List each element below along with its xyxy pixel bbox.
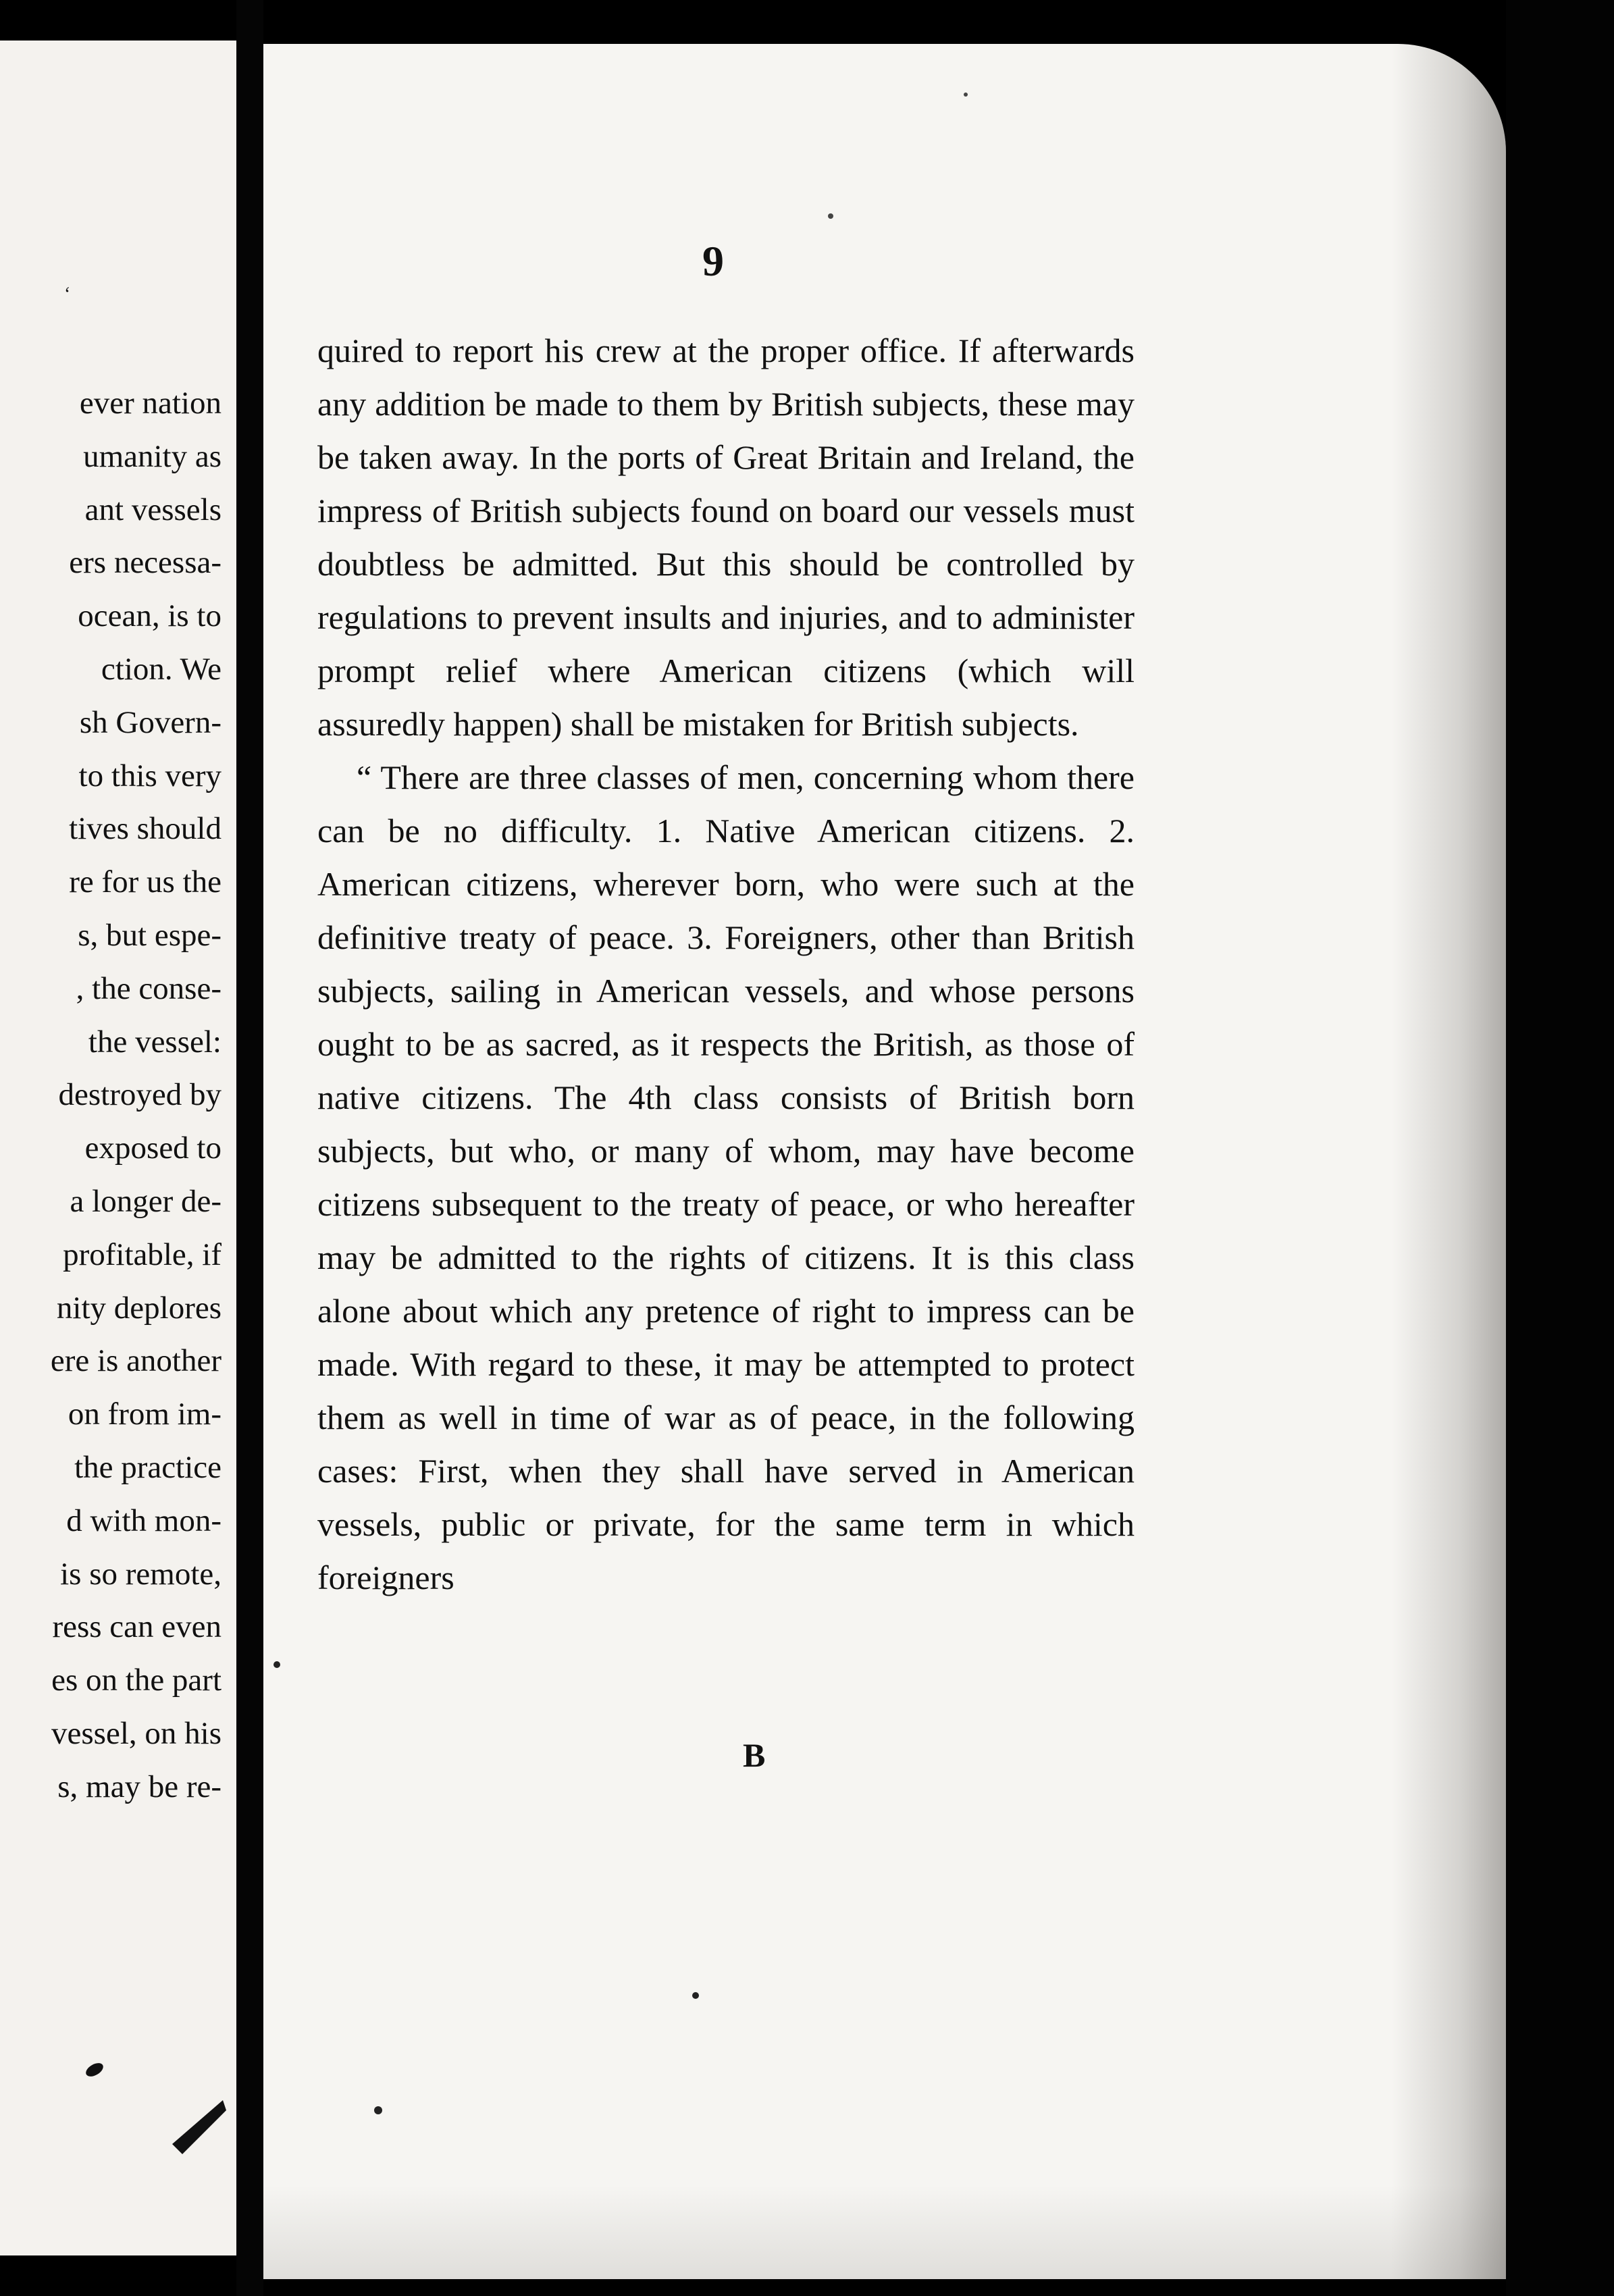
left-line: ocean, is to (78, 598, 222, 634)
body-text (317, 324, 1135, 1604)
paragraph: “ There are three classes of men, concerning whom there can be no difficulty. 1. Native American citizens. 2. American citizens, wherever born, who were such at the definitive treaty of peace. 3. Foreigners, other than British subjects, sailing in American vessels, and whose persons ought to be as sacred, as it respects the British, as those of native citizens. The 4th class consists of British born subjects, but who, or many of whom, may have become citizens subsequent to the treaty of peace, or who hereafter may be admitted to the rights of citizens. It is this class alone about which any pretence of right to impress can be made. With regard to these, it may be attempted to protect them as well in time of war as of peace, in the following cases: First, when they shall have served in American vessels, public or private, for the same term in which foreigners (317, 758, 1135, 1596)
left-line: ere is another (50, 1343, 222, 1379)
scanner-edge (1506, 0, 1614, 2296)
book-gutter (236, 0, 263, 2296)
page-edge-shadow (1391, 44, 1506, 2279)
left-line: ction. We (101, 651, 222, 687)
left-line: vessel, on his (51, 1715, 222, 1751)
left-line: on from im- (68, 1397, 222, 1432)
left-line: sh Govern- (79, 704, 222, 740)
left-line: profitable, if (63, 1236, 222, 1272)
left-line: the practice (74, 1449, 222, 1485)
left-line: the vessel: (88, 1024, 222, 1060)
left-line: exposed to (84, 1130, 222, 1166)
left-line: a longer de- (70, 1183, 222, 1219)
left-line: ers necessa- (69, 545, 222, 581)
paragraph: quired to report his crew at the proper office. If afterwards any addition be made to them by British subjects, these may be taken away. In the ports of Great Britain and Ireland, the impress of British subjects found on board our vessels must doubtless be admitted. But this should be controlled by regulations to prevent insults and injuries, and to administer prompt relief where American citizens (which will assuredly happen) shall be mistaken for British subjects. (317, 332, 1135, 743)
left-line: re for us the (69, 864, 222, 900)
left-page-fragment (0, 41, 236, 2255)
left-line: umanity as (83, 438, 222, 474)
left-line: to this very (78, 758, 222, 793)
left-line: es on the part (51, 1663, 222, 1698)
signature-mark: B (743, 1736, 766, 1774)
left-line: destroyed by (58, 1077, 222, 1113)
left-line: is so remote, (60, 1556, 222, 1592)
left-line: , the conse- (76, 970, 222, 1006)
left-line: d with mon- (66, 1503, 222, 1538)
page-bottom-shadow (263, 2185, 1506, 2279)
left-line: s, but espe- (78, 917, 222, 953)
left-line: ever nation (79, 386, 222, 421)
left-line: s, may be re- (57, 1769, 222, 1804)
left-line: nity deplores (56, 1290, 222, 1326)
left-line: ress can even (52, 1609, 222, 1645)
left-line: ant vessels (84, 492, 222, 527)
margin-mark: ‘ (64, 284, 71, 305)
left-page-text (0, 41, 222, 1814)
page-number: 9 (702, 237, 724, 285)
left-line: tives should (69, 811, 222, 847)
